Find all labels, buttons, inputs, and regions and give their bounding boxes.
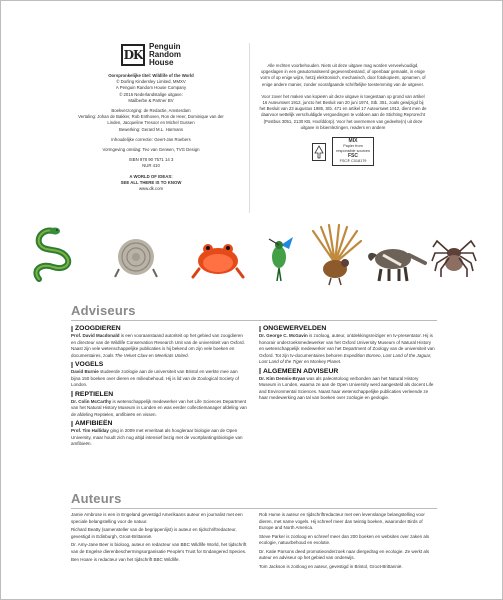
category-heading bbox=[259, 325, 435, 332]
fsc-label bbox=[259, 137, 427, 166]
copyright-line: Mailberbe & Partner BV bbox=[128, 97, 174, 103]
reprorecht-paragraph: Voor zover het maken van kopieën uit deze uitgave is toegestaan op grond van artikel 16 Auteurswet 1912, juncto het Besluit van 20 juni 1974, Stb. 351, zoals gewijzigd bij het Besluit van 23 augustus 1985, Stb. 471 en artikel 17 Auteurswet 1912, dient men de daarvoor wettelijk verschuldigde vergoedingen te voldoen aan de Stichting Reprorecht (Postbus 3051, 2130 KB, Hoofddorp). Voor het overnemen van gedeelte(n) uit deze uitgave in bloemlezingen, readers en andere bbox=[259, 93, 427, 130]
fsc-line: Papier from bbox=[343, 144, 363, 149]
logo-line: Penguin bbox=[149, 42, 181, 51]
advisers-right-column bbox=[259, 325, 435, 404]
fsc-line: responsible sources bbox=[336, 149, 370, 154]
imprint-right bbox=[259, 63, 427, 166]
category-label: ONGEWERVELDEN bbox=[263, 325, 327, 332]
adviser-bio: is zoöloog, auteur, ontdekkingsreiziger en tv-presentator. Hij is honorair onderzoeksmedewerker van het Oxford University Museum of Natural History en wetenschappelijk medewerker van het Department of Zoology van de universiteit van Oxford. Tot zijn tv-documentaires behoren bbox=[259, 333, 435, 358]
author-entry: Jamie Ambrose is een in Engeland gevestigd Amerikaans auteur en journalist met een speciale belangstelling voor de natuur. bbox=[71, 512, 243, 524]
category-label: ALGEMEEN ADVISEUR bbox=[263, 367, 339, 375]
cover-design-line: Vormgeving omslag: Teo van Gerwen, TVG Design bbox=[102, 147, 200, 153]
adviser-name: Dr. Colin McCarthy bbox=[71, 398, 112, 404]
editor-line: Inhoudelijke correctie: Geert-Jan Roebers bbox=[111, 136, 191, 142]
fsc-mix: MIX bbox=[348, 138, 358, 145]
category-marker bbox=[71, 391, 73, 397]
spider-icon bbox=[431, 223, 477, 285]
production-line: Vertaling: Johan de Bakker, Rob Enthoven, Ron de Heer, Dominique van der bbox=[78, 114, 224, 120]
adviser-entry bbox=[71, 420, 247, 448]
category-label: VOGELS bbox=[75, 361, 104, 368]
author-entry: Richard Beatty (samensteller van de begrippenlijst) is auteur en tijdschriftredacteur, gevestigd in Edinburgh, Groot-Brittannië. bbox=[71, 527, 237, 539]
category-marker bbox=[259, 368, 261, 374]
production-line: Boekverzorging: de Redactie, Amsterdam bbox=[111, 108, 191, 114]
frog-icon bbox=[191, 223, 245, 285]
authors-left-column bbox=[71, 512, 247, 566]
copyright-line: © Dorling Kindersley Limited, MMXV bbox=[116, 79, 186, 85]
slogan-line: SEE ALL THERE IS TO KNOW bbox=[120, 179, 182, 185]
fsc-code: FSC® C018179 bbox=[339, 159, 367, 164]
category-marker bbox=[71, 421, 73, 427]
category-marker bbox=[259, 326, 261, 332]
category-heading bbox=[259, 368, 435, 375]
adviser-text bbox=[259, 376, 435, 402]
rights-paragraph: Alle rechten voorbehouden. Niets uit deze uitgave mag worden verveelvoudigd, opgeslagen in een geautomatiseerd gegevensbestand, of openbaar gemaakt, in enige vorm of op enige wijze, hetzij elektronisch, mechanisch, door fotokopieën, opnamen, of enige andere manier, zonder voorafgaande schriftelijke toestemming van de uitgever. bbox=[260, 63, 426, 87]
adviser-text bbox=[259, 333, 435, 366]
author-entry: Tom Jackson is zoöloog en auteur, gevestigd in Bristol, Groot-Brittannië. bbox=[259, 563, 403, 569]
adviser-bio: en Monkey Planet. bbox=[302, 359, 342, 364]
fsc-tree-icon bbox=[312, 143, 326, 161]
adviser-entry bbox=[71, 325, 247, 359]
original-title: Oorspronkelijke titel: Wildlife of the World bbox=[108, 73, 194, 78]
adviser-name: Dr. Kim Dennis-Bryan bbox=[259, 375, 306, 381]
adviser-bio: was als paleontoloog verbonden aan het Natural History Museum in Londen, waarna ze aan de Open University werd aangesteld als docent Life and Environmental Sciences. Naast haar wetenschappelijke publicaties verleende ze haar medewerking aan tal van boeken over zoölogie en geologie. bbox=[259, 375, 434, 400]
snake-icon bbox=[29, 223, 83, 285]
advisers-left-column bbox=[71, 325, 247, 450]
adviser-text bbox=[71, 399, 247, 419]
website-link[interactable]: www.dk.com bbox=[138, 186, 164, 192]
category-marker bbox=[71, 362, 73, 368]
author-entry: Rob Hume is auteur en tijdschriftredacteur met een levenslange belangstelling voor dieren, met name vogels. Hij schreef meer dan twintig boeken, waaronder Birds of Europe and North America. bbox=[259, 512, 425, 530]
adviser-bio: ging in 2009 met emeritaat als hoogleraar biologie aan de Open University, maar houdt zich nog altijd intensief bezig met de voortplantingsbiologie van amfibieën. bbox=[71, 428, 243, 446]
production-block bbox=[71, 108, 231, 133]
armadillo-icon bbox=[111, 223, 161, 285]
copyright-block bbox=[71, 73, 231, 104]
category-label: AMFIBIEËN bbox=[75, 420, 113, 427]
slogan-block bbox=[71, 174, 231, 193]
production-line: Linden, Jacqueline Tresoor en Michel Gussen bbox=[107, 120, 195, 126]
adviser-entry bbox=[71, 391, 247, 419]
penguin-random-house-wordmark bbox=[149, 43, 181, 67]
adviser-bio: . bbox=[187, 352, 189, 358]
production-line: Bewerking: Gerard M.L. Harmans bbox=[119, 126, 183, 132]
copyright-line: © 2016 Nederlandstalige uitgave: bbox=[119, 91, 183, 97]
adviser-text bbox=[71, 333, 247, 359]
category-heading bbox=[71, 391, 247, 398]
adviser-bio: is een vooraanstaand autoriteit op het gebied van zoogdieren en directeur van de Wildlife Conservation Research Unit van de universiteit van Oxford. Naast zijn vele wetenschappelijke publicaties is hij bekend om zijn vele boeken en documentaires, zoals bbox=[71, 333, 245, 358]
adviser-bio: studeerde zoölogie aan de universiteit van Bristol en werkte mee aan bijna 150 boeken over dieren en milieubehoud. Hij is lid van de Zoological Society of London. bbox=[71, 369, 239, 387]
isbn-block bbox=[71, 157, 231, 169]
category-heading bbox=[71, 420, 247, 427]
fsc-info bbox=[332, 137, 374, 166]
category-heading bbox=[71, 325, 247, 332]
authors-right-column bbox=[259, 512, 435, 572]
column-divider bbox=[249, 43, 250, 213]
advisers-rule bbox=[71, 320, 437, 321]
category-label: REPTIELEN bbox=[75, 390, 114, 398]
logo-line: Random bbox=[149, 50, 181, 59]
nur: NUR 410 bbox=[142, 163, 160, 169]
adviser-entry bbox=[71, 361, 247, 389]
adviser-text bbox=[71, 369, 247, 389]
fsc-mark: FSC bbox=[348, 153, 358, 160]
publisher-logo bbox=[71, 43, 231, 67]
author-entry: Dr. Amy-Jane Beer is bioloog, auteur en redacteur van BBC Wildlife World, het tijdschrift van de Engelse dierenbeschermingsorganisatie People’s Trust for Endangered Species. bbox=[71, 542, 247, 554]
adviser-bio: is wetenschappelijk medewerker van het Life Sciences Department van het Natural History Museum in Londen en was eerder collectiemanager afdeling van de afdeling Reptielen, amfibieën en vissen. bbox=[71, 398, 247, 417]
author-entry: Ben Hoare is redacteur van het tijdschrift BBC Wildlife. bbox=[71, 557, 180, 562]
pheasant-icon bbox=[307, 223, 363, 287]
animal-strip bbox=[21, 223, 481, 287]
adviser-bio: , bbox=[380, 352, 384, 358]
adviser-work: Lost Land of the Jaguar, Lost Land of the Tiger bbox=[259, 352, 432, 364]
hummingbird-icon bbox=[261, 223, 301, 285]
adviser-work: Meerkats United bbox=[154, 352, 188, 358]
author-entry: Dr. Katie Parsons deed promotieonderzoek naar diergedrag en ecologie. Ze werkt als auteur en adviseur op het gebied van onderwijs. bbox=[259, 548, 430, 560]
adviser-work: Expedition Borneo bbox=[343, 352, 381, 358]
adviser-name: Dr. George C. McGavin bbox=[259, 333, 308, 338]
author-entry: Steve Parker is zoöloog en schreef meer dan 200 boeken en websites over zaken als ecologie, natuurbehoud en evolutie. bbox=[259, 533, 430, 545]
anteater-icon bbox=[363, 223, 429, 285]
adviser-entry bbox=[259, 325, 435, 366]
dk-logo-icon: DK bbox=[121, 44, 145, 66]
adviser-name: David Burnie bbox=[71, 369, 99, 374]
logo-line: House bbox=[149, 58, 174, 67]
adviser-bio: en bbox=[147, 352, 155, 358]
adviser-work: The Velvet Claw bbox=[114, 352, 148, 358]
authors-title: Auteurs bbox=[71, 491, 122, 506]
advisers-title: Adviseurs bbox=[71, 303, 136, 318]
category-marker bbox=[71, 326, 73, 332]
adviser-entry bbox=[259, 368, 435, 402]
authors-rule bbox=[71, 508, 437, 509]
adviser-name: Prof. David Macdonald bbox=[71, 333, 120, 338]
adviser-text bbox=[71, 428, 247, 448]
imprint-left bbox=[71, 43, 231, 196]
category-label: ZOOGDIEREN bbox=[75, 325, 121, 332]
slogan-line: A WORLD OF IDEAS: bbox=[129, 173, 173, 179]
adviser-name: Prof. Tim Halliday bbox=[71, 428, 109, 433]
category-heading bbox=[71, 361, 247, 368]
isbn: ISBN 978 90 7571 14 3 bbox=[128, 157, 174, 163]
copyright-line: A Penguin Random House Company bbox=[115, 85, 187, 91]
